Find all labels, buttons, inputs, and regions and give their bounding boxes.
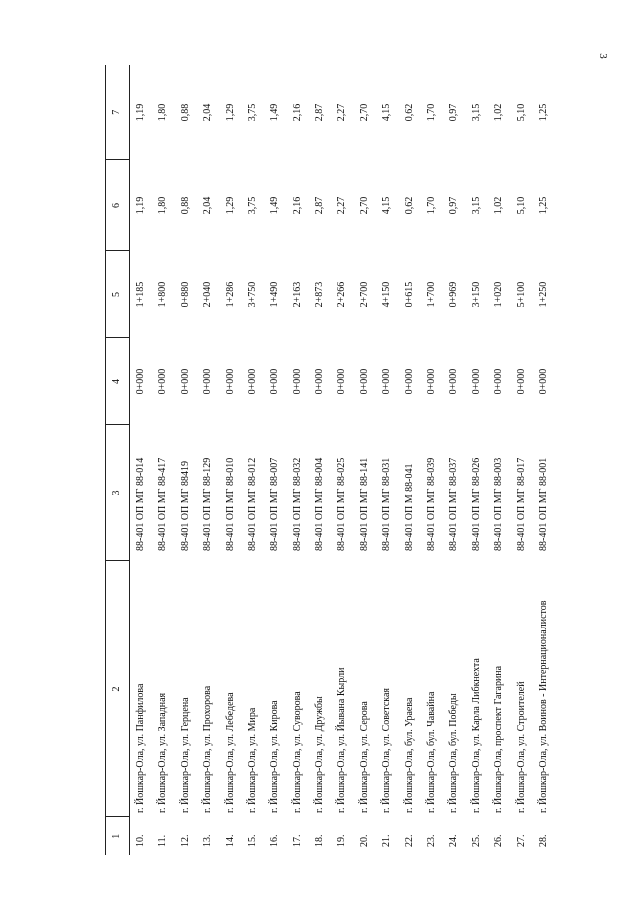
- length-km-total-cell: 2,70: [358, 103, 370, 122]
- table-row: [443, 65, 465, 855]
- length-km-total-cell: 1,29: [224, 103, 236, 122]
- road-id-code-cell: 88-401 ОП МГ 88419: [179, 461, 191, 551]
- length-km-cell: 1,02: [493, 196, 505, 215]
- road-name-cell: г. Йошкар-Ола, бул. Победы: [448, 693, 460, 813]
- row-number-cell: 12.: [179, 834, 191, 847]
- road-list-table-wrapper: [105, 65, 567, 855]
- road-name-cell: г. Йошкар-Ола, ул. Карла Либкнехта: [470, 658, 482, 813]
- table-row: [242, 65, 264, 855]
- end-chainage-cell: 0+615: [403, 281, 415, 308]
- start-chainage-cell: 0+000: [202, 368, 214, 395]
- end-chainage-cell: 2+700: [358, 281, 370, 308]
- length-km-cell: 1,29: [224, 196, 236, 215]
- row-number-cell: 15.: [246, 834, 258, 847]
- length-km-cell: 4,15: [381, 196, 393, 215]
- length-km-total-cell: 1,49: [269, 103, 281, 122]
- row-number-cell: 10.: [134, 834, 146, 847]
- end-chainage-cell: 0+880: [179, 281, 191, 308]
- length-km-cell: 1,70: [426, 196, 438, 215]
- road-id-code-cell: 88-401 ОП МГ 88-417: [157, 457, 169, 551]
- row-number-cell: 23.: [426, 834, 438, 847]
- road-id-code-cell: 88-401 ОП МГ 88-003: [493, 457, 505, 551]
- road-name-cell: г. Йошкар-Ола, бул. Ураева: [403, 697, 415, 813]
- road-id-code-cell: 88-401 ОП МГ 88-039: [426, 457, 438, 551]
- start-chainage-cell: 0+000: [537, 368, 549, 395]
- row-number-cell: 18.: [314, 834, 326, 847]
- length-km-cell: 5,10: [515, 196, 527, 215]
- column-header-3: 3: [106, 425, 130, 561]
- table-row: [354, 65, 376, 855]
- road-name-cell: г. Йошкар-Ола, проспект Гагарина: [493, 665, 505, 813]
- length-km-total-cell: 3,15: [470, 103, 482, 122]
- road-id-code-cell: 88-401 ОП МГ 88-025: [336, 457, 348, 551]
- start-chainage-cell: 0+000: [381, 368, 393, 395]
- road-id-code-cell: 88-401 ОП МГ 88-010: [224, 457, 236, 551]
- road-id-code-cell: 88-401 ОП МГ 88-037: [448, 457, 460, 551]
- length-km-total-cell: 0,88: [179, 103, 191, 122]
- end-chainage-cell: 1+800: [157, 281, 169, 308]
- road-name-cell: г. Йошкар-Ола, ул. Кирова: [269, 700, 281, 813]
- end-chainage-cell: 1+250: [537, 281, 549, 308]
- column-header-6: 6: [106, 160, 130, 251]
- end-chainage-cell: 1+020: [493, 281, 505, 308]
- table-row: [488, 65, 510, 855]
- road-id-code-cell: 88-401 ОП МГ 88-014: [134, 457, 146, 551]
- column-number-header-row: [106, 65, 130, 855]
- start-chainage-cell: 0+000: [470, 368, 482, 395]
- table-row: [399, 65, 421, 855]
- table-row: [220, 65, 242, 855]
- road-name-cell: г. Йошкар-Ола, ул. Строителей: [515, 681, 527, 813]
- length-km-total-cell: 1,25: [537, 103, 549, 122]
- length-km-cell: 0,62: [403, 196, 415, 215]
- table-row: [152, 65, 174, 855]
- length-km-total-cell: 4,15: [381, 103, 393, 122]
- table-row: [511, 65, 533, 855]
- row-number-cell: 21.: [381, 834, 393, 847]
- rotated-table-frame: [105, 65, 567, 855]
- row-number-cell: 17.: [291, 834, 303, 847]
- road-name-cell: г. Йошкар-Ола, ул. Серова: [358, 701, 370, 813]
- row-number-cell: 24.: [448, 834, 460, 847]
- start-chainage-cell: 0+000: [493, 368, 505, 395]
- start-chainage-cell: 0+000: [448, 368, 460, 395]
- length-km-total-cell: 5,10: [515, 103, 527, 122]
- road-id-code-cell: 88-401 ОП МГ 88-012: [246, 457, 258, 551]
- start-chainage-cell: 0+000: [515, 368, 527, 395]
- column-header-7: 7: [106, 65, 130, 160]
- start-chainage-cell: 0+000: [336, 368, 348, 395]
- road-name-cell: г. Йошкар-Ола, ул. Лебедева: [224, 692, 236, 813]
- column-header-4: 4: [106, 338, 130, 425]
- length-km-cell: 0,88: [179, 196, 191, 215]
- start-chainage-cell: 0+000: [291, 368, 303, 395]
- road-name-cell: г. Йошкар-Ола, ул. Йывана Кырли: [336, 667, 348, 813]
- row-number-cell: 22.: [403, 834, 415, 847]
- length-km-total-cell: 1,70: [426, 103, 438, 122]
- start-chainage-cell: 0+000: [246, 368, 258, 395]
- row-number-cell: 19.: [336, 834, 348, 847]
- road-id-code-cell: 88-401 ОП МГ 88-004: [314, 457, 326, 551]
- row-number-cell: 11.: [157, 834, 169, 847]
- road-id-code-cell: 88-401 ОП МГ 88-032: [291, 457, 303, 551]
- end-chainage-cell: 4+150: [381, 281, 393, 308]
- row-number-cell: 28.: [537, 834, 549, 847]
- end-chainage-cell: 3+150: [470, 281, 482, 308]
- length-km-total-cell: 2,87: [314, 103, 326, 122]
- table-row: [376, 65, 398, 855]
- road-name-cell: г. Йошкар-Ола, ул. Воинов - Интернационалистов: [538, 600, 550, 813]
- table-row: [287, 65, 309, 855]
- road-id-code-cell: 88-401 ОП МГ 88-031: [381, 457, 393, 551]
- start-chainage-cell: 0+000: [157, 368, 169, 395]
- table-row: [332, 65, 354, 855]
- length-km-cell: 1,80: [157, 196, 169, 215]
- road-id-code-cell: 88-401 ОП МГ 88-026: [470, 457, 482, 551]
- column-header-2: 2: [106, 561, 130, 817]
- length-km-cell: 1,25: [537, 196, 549, 215]
- table-row: [533, 65, 555, 855]
- road-id-code-cell: 88-401 ОП МГ 88-001: [537, 457, 549, 551]
- column-header-1: 1: [106, 817, 130, 855]
- row-number-cell: 16.: [269, 834, 281, 847]
- road-name-cell: г. Йошкар-Ола, ул. Суворова: [291, 691, 303, 813]
- road-list-table: [105, 65, 555, 855]
- end-chainage-cell: 0+969: [448, 281, 460, 308]
- start-chainage-cell: 0+000: [314, 368, 326, 395]
- table-body: [130, 65, 556, 855]
- length-km-total-cell: 2,16: [291, 103, 303, 122]
- start-chainage-cell: 0+000: [224, 368, 236, 395]
- road-id-code-cell: 88-401 ОП МГ 88-129: [202, 457, 214, 551]
- road-id-code-cell: 88-401 ОП М 88-041: [403, 463, 415, 551]
- length-km-total-cell: 1,80: [157, 103, 169, 122]
- length-km-cell: 2,27: [336, 196, 348, 215]
- row-number-cell: 25.: [470, 834, 482, 847]
- end-chainage-cell: 2+163: [291, 281, 303, 308]
- start-chainage-cell: 0+000: [426, 368, 438, 395]
- length-km-cell: 2,16: [291, 196, 303, 215]
- length-km-total-cell: 3,75: [246, 103, 258, 122]
- table-row: [264, 65, 286, 855]
- length-km-total-cell: 2,27: [336, 103, 348, 122]
- length-km-cell: 2,87: [314, 196, 326, 215]
- end-chainage-cell: 5+100: [515, 281, 527, 308]
- road-id-code-cell: 88-401 ОП МГ 88-007: [269, 457, 281, 551]
- end-chainage-cell: 1+700: [426, 281, 438, 308]
- start-chainage-cell: 0+000: [403, 368, 415, 395]
- road-id-code-cell: 88-401 ОП МГ 88-141: [358, 457, 370, 551]
- start-chainage-cell: 0+000: [134, 368, 146, 395]
- start-chainage-cell: 0+000: [269, 368, 281, 395]
- row-number-cell: 27.: [515, 834, 527, 847]
- road-id-code-cell: 88-401 ОП МГ 88-017: [515, 457, 527, 551]
- table-row: [130, 65, 153, 855]
- table-row: [309, 65, 331, 855]
- length-km-total-cell: 0,62: [403, 103, 415, 122]
- table-row: [421, 65, 443, 855]
- end-chainage-cell: 1+185: [134, 281, 146, 308]
- length-km-cell: 3,75: [246, 196, 258, 215]
- length-km-cell: 1,49: [269, 196, 281, 215]
- road-name-cell: г. Йошкар-Ола, ул. Прохорова: [202, 685, 214, 813]
- length-km-cell: 0,97: [448, 196, 460, 215]
- length-km-cell: 2,70: [358, 196, 370, 215]
- road-name-cell: г. Йошкар-Ола, ул. Западная: [157, 692, 169, 813]
- road-name-cell: г. Йошкар-Ола, ул. Панфилова: [134, 683, 146, 813]
- end-chainage-cell: 2+040: [202, 281, 214, 308]
- table-row: [175, 65, 197, 855]
- end-chainage-cell: 1+286: [224, 281, 236, 308]
- start-chainage-cell: 0+000: [358, 368, 370, 395]
- length-km-cell: 2,04: [202, 196, 214, 215]
- row-number-cell: 13.: [202, 834, 214, 847]
- page-number: 3: [596, 53, 609, 59]
- column-header-5: 5: [106, 251, 130, 338]
- length-km-total-cell: 2,04: [202, 103, 214, 122]
- end-chainage-cell: 2+266: [336, 281, 348, 308]
- end-chainage-cell: 2+873: [314, 281, 326, 308]
- row-number-cell: 26.: [493, 834, 505, 847]
- length-km-cell: 3,15: [470, 196, 482, 215]
- table-row: [466, 65, 488, 855]
- road-name-cell: г. Йошкар-Ола, бул. Чавайна: [426, 691, 438, 813]
- end-chainage-cell: 3+750: [246, 281, 258, 308]
- road-name-cell: г. Йошкар-Ола, ул. Мира: [246, 707, 258, 813]
- length-km-total-cell: 1,02: [493, 103, 505, 122]
- road-name-cell: г. Йошкар-Ола, ул. Советская: [381, 687, 393, 813]
- road-name-cell: г. Йошкар-Ола, ул. Герцена: [179, 697, 191, 813]
- start-chainage-cell: 0+000: [179, 368, 191, 395]
- table-row: [197, 65, 219, 855]
- length-km-total-cell: 1,19: [134, 103, 146, 122]
- road-name-cell: г. Йошкар-Ола, ул. Дружбы: [314, 696, 326, 813]
- row-number-cell: 14.: [224, 834, 236, 847]
- length-km-cell: 1,19: [134, 196, 146, 215]
- length-km-total-cell: 0,97: [448, 103, 460, 122]
- end-chainage-cell: 1+490: [269, 281, 281, 308]
- row-number-cell: 20.: [358, 834, 370, 847]
